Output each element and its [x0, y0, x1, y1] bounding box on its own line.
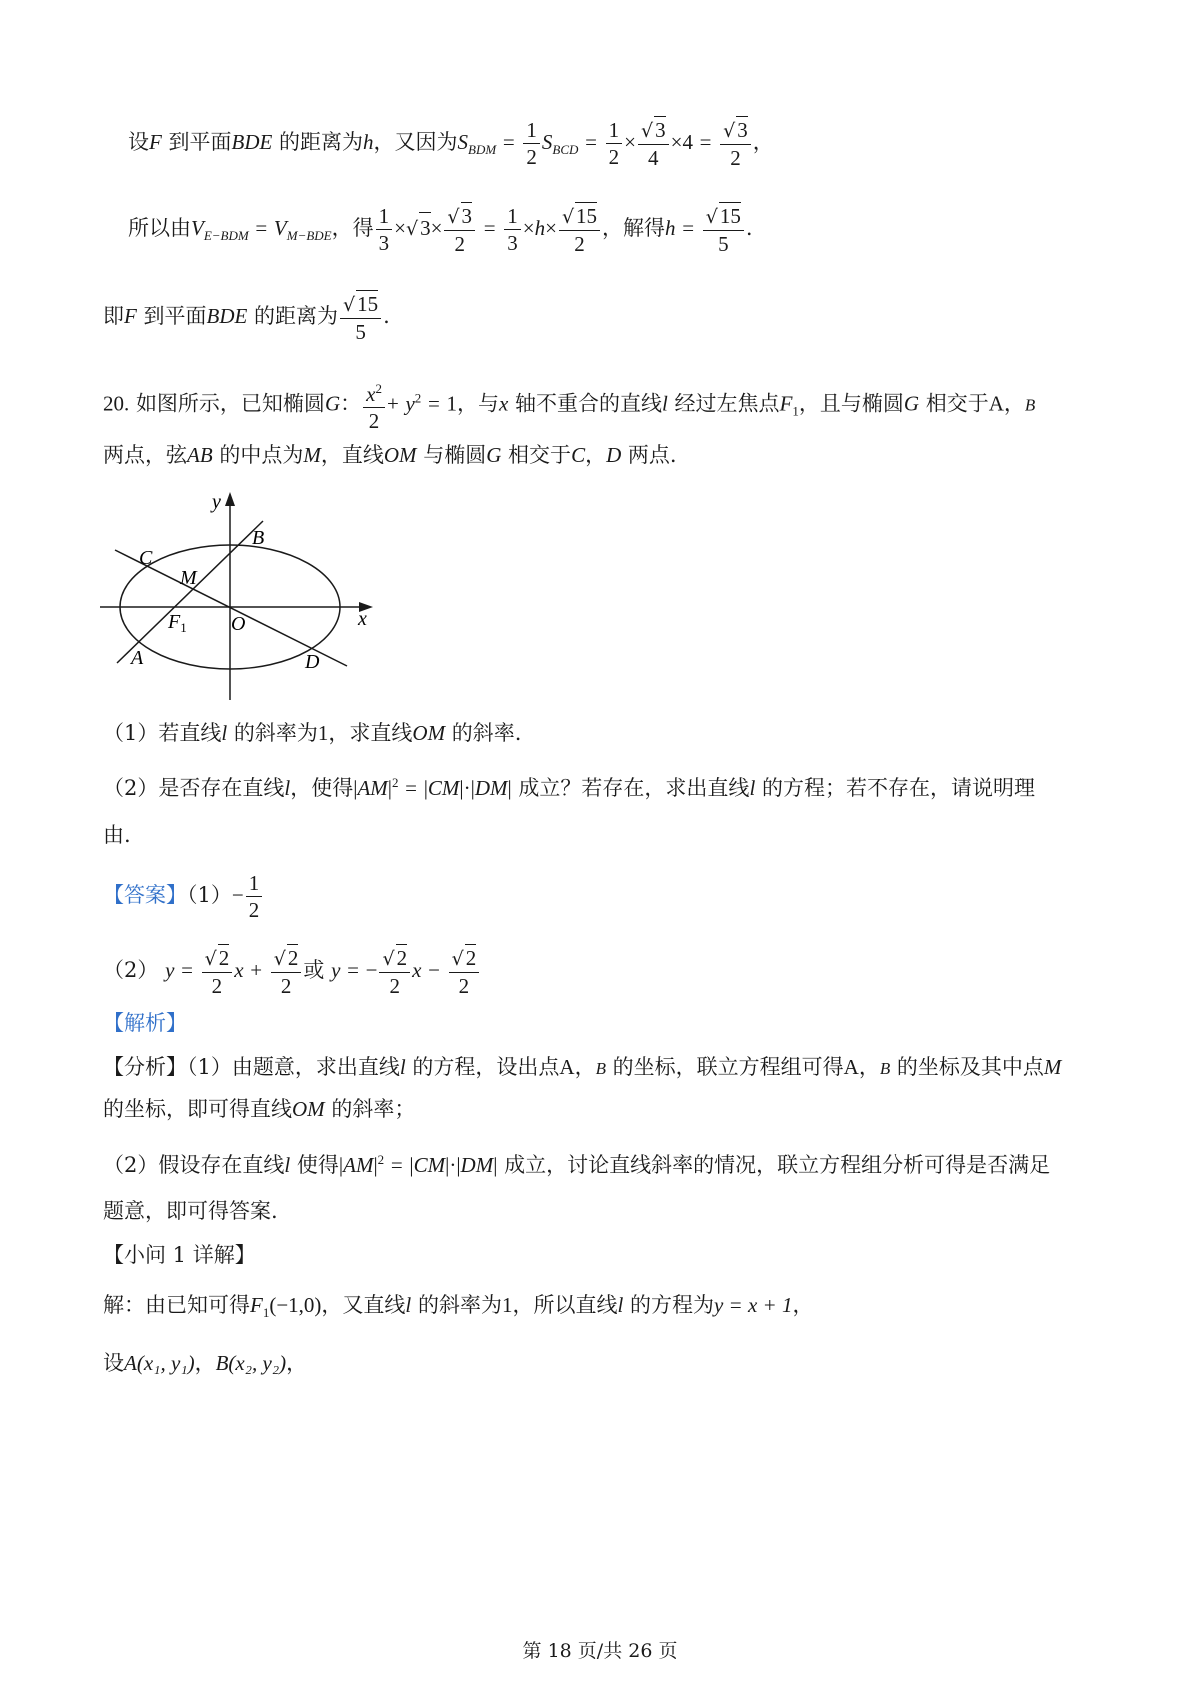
text: ，解得	[602, 216, 666, 240]
var-G: G	[903, 391, 920, 416]
minus: −	[365, 958, 378, 982]
var-V: V	[273, 216, 287, 240]
var-l: l	[617, 1293, 624, 1317]
denominator: 3	[378, 231, 390, 255]
equals: =	[347, 958, 359, 982]
question-20-stem	[103, 376, 1035, 434]
text: 的中点为	[212, 443, 304, 467]
page-footer	[0, 1636, 1200, 1663]
number: 1	[501, 1293, 513, 1317]
subscript: 1	[792, 403, 799, 419]
fraction	[202, 944, 233, 999]
text: 【解析】	[103, 1011, 187, 1035]
fraction	[444, 202, 475, 257]
text: ，与	[457, 391, 500, 416]
var-F: F	[124, 304, 137, 328]
analysis-2-cont	[103, 1196, 278, 1226]
text: ，直线	[320, 443, 384, 467]
analysis-2: （2）假设存在直线l 使得$|AM|^2 = |CM|\cdot|DM|$ 成立，讨论直线斜率的情况，联立方程组分析可得是否满足	[103, 1152, 1051, 1177]
times: ×	[545, 216, 557, 240]
coordinate: (x₂, y₂)	[228, 1351, 287, 1375]
equals: =	[255, 216, 268, 240]
text: 所以由	[128, 216, 191, 240]
var-DM: DM	[460, 1153, 494, 1177]
fraction	[376, 203, 393, 256]
fraction	[703, 202, 744, 257]
label-F: F	[168, 611, 181, 633]
sub-question-2-cont	[103, 820, 131, 850]
denominator: 2	[608, 145, 620, 169]
point-B: B	[595, 1059, 606, 1078]
fraction	[504, 203, 521, 256]
denominator: 2	[248, 898, 260, 922]
fraction	[606, 117, 623, 170]
coordinate: (−1,0)	[269, 1293, 322, 1317]
numerator: √2	[271, 944, 302, 973]
text: ，	[286, 1351, 308, 1375]
fraction	[363, 376, 385, 434]
equals: =	[390, 1153, 403, 1177]
text: ，且与椭圆	[798, 391, 904, 416]
var-l: l	[662, 391, 668, 416]
exponent: 2	[414, 390, 422, 406]
dot: ·	[449, 1153, 457, 1177]
equals: =	[405, 776, 418, 800]
var-OM: OM	[383, 443, 417, 467]
text: 【小问 1 详解】	[103, 1243, 256, 1267]
equals: =	[427, 391, 440, 416]
text: （1）若直线	[103, 721, 222, 745]
label-F-sub: 1	[180, 620, 187, 635]
fraction	[638, 116, 669, 171]
text: 设	[103, 1351, 124, 1375]
denominator: 2	[211, 974, 223, 998]
var-CM: CM	[427, 776, 460, 800]
times: ×	[430, 216, 443, 240]
equals: =	[181, 958, 193, 982]
text: .	[383, 304, 390, 328]
analysis-1	[103, 1052, 1061, 1084]
numerator: √3	[444, 202, 475, 231]
var-h: h	[363, 130, 374, 154]
denominator: 2	[730, 146, 741, 170]
subscript: E−BDM	[203, 228, 249, 244]
text: ：	[340, 391, 362, 416]
radicand: 15	[576, 204, 598, 228]
var-BDE: BDE	[231, 130, 273, 154]
text: 的斜率.	[445, 721, 522, 745]
text: 的斜率；	[324, 1097, 416, 1121]
text: 的距离为	[272, 130, 364, 154]
text: 的坐标，即可得直线	[103, 1097, 292, 1121]
minus: −	[428, 958, 440, 982]
equals: =	[502, 130, 515, 154]
label-B: B	[252, 527, 265, 549]
point-A: A	[559, 1055, 575, 1079]
text: .	[745, 216, 753, 240]
numerator: 1	[246, 870, 263, 897]
text: ，	[194, 1351, 216, 1375]
radicand: 2	[287, 946, 299, 970]
text: 相交于	[919, 391, 989, 416]
solution-line-1	[103, 1290, 813, 1328]
text: 成立，讨论直线斜率的情况，联立方程组分析可得是否满足	[497, 1153, 1051, 1177]
point-D: D	[606, 443, 622, 467]
var-S: S	[541, 130, 553, 154]
numerator: 1	[523, 117, 540, 144]
text: ，	[574, 1055, 596, 1079]
text: ，求直线	[328, 721, 413, 745]
label-x: x	[358, 608, 367, 630]
text: 经过左焦点	[667, 391, 780, 416]
denominator: 2	[389, 974, 400, 998]
text: 即	[103, 304, 124, 328]
text: 的斜率为	[411, 1293, 502, 1317]
text: 的坐标及其中点	[890, 1055, 1044, 1079]
numerator: 1	[606, 117, 623, 144]
number: 1	[317, 721, 329, 745]
text: （2）假设存在直线	[103, 1153, 285, 1177]
dot: ·	[463, 776, 471, 800]
fraction	[449, 944, 480, 999]
var-x: x	[499, 391, 509, 416]
fraction	[523, 117, 540, 170]
line-distance-result	[103, 290, 390, 345]
fraction	[246, 870, 263, 923]
var-x: x	[234, 958, 244, 982]
text: 与椭圆	[416, 443, 487, 467]
text: （2）	[103, 958, 159, 982]
subscript: 1	[262, 1305, 270, 1321]
text: 到平面	[136, 304, 207, 328]
text: 由.	[103, 823, 131, 847]
answer-2	[103, 944, 481, 999]
analysis-1-cont	[103, 1094, 415, 1124]
var-BDE: BDE	[206, 304, 248, 328]
ellipse-diagram	[95, 488, 395, 703]
text: ，	[1003, 391, 1025, 416]
denominator: 2	[454, 232, 465, 256]
numerator: √3	[720, 116, 751, 145]
var-S: S	[457, 130, 469, 154]
var-h: h	[534, 216, 546, 240]
denominator: 2	[574, 232, 585, 256]
equals: =	[483, 216, 496, 240]
text: ，又因为	[373, 130, 458, 154]
coordinate: (x₁, y₁)	[136, 1351, 195, 1375]
line-volume-equation: 所以由$V_{E-BDM} = V_{M-BDE}$，得 $\frac{1}{3}$ ×√3× $\frac{√3}{2}$ = $\frac{1}{3}$ ×h× $\frac{√15}{2}$ ，解得h = $\frac{√15}{5}$ .	[128, 204, 753, 256]
number: 1	[446, 391, 458, 416]
var-y: y	[405, 391, 415, 416]
text: 的斜率为	[227, 721, 318, 745]
text-or: 或	[303, 958, 325, 982]
var-OM: OM	[412, 721, 446, 745]
var-x: x	[412, 958, 422, 982]
equals: =	[682, 216, 695, 240]
text: ，	[585, 443, 607, 467]
subscript: M−BDE	[286, 228, 332, 244]
label-F1	[167, 611, 187, 635]
label-y: y	[212, 491, 221, 513]
text: 两点.	[621, 443, 677, 467]
answer-1	[103, 870, 264, 923]
text: ，	[858, 1055, 880, 1079]
var-F: F	[779, 391, 793, 416]
text: ，	[752, 130, 774, 154]
line-distance-setup	[128, 116, 774, 171]
equation: y = x + 1	[713, 1293, 793, 1317]
text: 如图所示，已知椭圆	[135, 391, 325, 416]
sub-question-2: （2）是否存在直线l，使得$|AM|^2 = |CM|\cdot|DM|$ 成立？若存在，求出直线l 的方程；若不存在，请说明理	[103, 775, 1035, 800]
text: ，使得	[290, 776, 354, 800]
numerator: √2	[379, 944, 410, 973]
var-x: x	[366, 382, 376, 406]
var-AM: AM	[357, 776, 388, 800]
text: （2）是否存在直线	[103, 776, 285, 800]
text: 的方程；若不存在，请说明理	[755, 776, 1035, 800]
denominator: 4	[648, 146, 659, 170]
plus: +	[250, 958, 263, 982]
numerator: √2	[449, 944, 480, 973]
numerator: √3	[638, 116, 669, 145]
text: 解：由已知可得	[103, 1293, 250, 1317]
label-D: D	[305, 651, 320, 673]
equals: =	[585, 130, 597, 154]
text: 【分析】（1）由题意，求出直线	[103, 1055, 400, 1079]
fraction	[559, 202, 600, 257]
times: ×	[522, 216, 535, 240]
page-number: 第 18 页/共 26 页	[522, 1640, 678, 1662]
radicand: 15	[719, 204, 741, 228]
numerator: √15	[559, 202, 600, 231]
radicand: 2	[465, 946, 477, 970]
var-l: l	[405, 1293, 412, 1317]
var-y: y	[331, 958, 341, 982]
text: ，	[792, 1293, 814, 1317]
text: （1）	[187, 883, 232, 907]
var-l: l	[221, 721, 228, 745]
text: 题意，即可得答案.	[103, 1199, 278, 1223]
subscript: BDM	[468, 142, 497, 158]
question-number: 20.	[103, 391, 130, 416]
times: ×	[670, 130, 683, 154]
text: ，得	[331, 216, 374, 240]
point-A: A	[124, 1351, 137, 1375]
denominator: 2	[368, 409, 380, 433]
numerator: √2	[202, 944, 233, 973]
radicand: 3	[461, 204, 473, 228]
minus: −	[231, 883, 244, 907]
point-C: C	[571, 443, 586, 467]
text: 的距离为	[247, 304, 339, 328]
text: 的方程，设出点	[405, 1055, 560, 1079]
exponent: 2	[377, 1152, 385, 1167]
label-A: A	[131, 647, 144, 669]
text: 使得	[290, 1153, 339, 1177]
point-A: A	[843, 1055, 859, 1079]
numerator: √15	[340, 290, 381, 319]
answer-label: 【答案】	[103, 883, 187, 907]
exponent: 2	[375, 381, 382, 396]
radicand: 3	[737, 118, 748, 142]
sub-question-1-detail-label	[103, 1240, 256, 1270]
label-M: M	[180, 567, 197, 589]
var-CM: CM	[413, 1153, 446, 1177]
var-h: h	[665, 216, 676, 240]
text: ，所以直线	[512, 1293, 618, 1317]
solution-line-2	[103, 1348, 307, 1378]
analysis-label	[103, 1008, 187, 1038]
var-G: G	[486, 443, 502, 467]
numerator	[363, 376, 385, 408]
denominator: 2	[280, 974, 292, 998]
var-V: V	[191, 216, 204, 240]
radicand: 2	[396, 946, 408, 970]
text: 设	[128, 130, 149, 154]
sub-question-1	[103, 718, 521, 748]
var-AB: AB	[187, 443, 213, 467]
var-OM: OM	[292, 1097, 325, 1121]
numerator: √15	[703, 202, 744, 231]
fraction	[379, 944, 410, 999]
text: ，又直线	[321, 1293, 406, 1317]
y-axis-arrow	[225, 492, 235, 506]
var-F: F	[149, 130, 162, 154]
var-l: l	[749, 776, 756, 800]
label-C: C	[139, 547, 153, 569]
denominator: 2	[526, 145, 537, 169]
question-20-stem-cont	[103, 440, 677, 470]
times: ×	[394, 216, 406, 240]
var-G: G	[324, 391, 341, 416]
var-y: y	[165, 958, 175, 982]
text: 的方程为	[623, 1293, 714, 1317]
text: 两点，弦	[103, 443, 187, 467]
var-F: F	[250, 1293, 263, 1317]
fraction	[271, 944, 302, 999]
var-M: M	[303, 443, 321, 467]
point-B: B	[1024, 395, 1036, 415]
denominator: 3	[507, 231, 518, 255]
point-A: A	[988, 391, 1004, 416]
fraction	[340, 290, 381, 345]
point-B: B	[215, 1351, 229, 1375]
times: ×	[624, 130, 636, 154]
text: 成立？若存在，求出直线	[511, 776, 750, 800]
var-l: l	[399, 1055, 406, 1079]
var-l: l	[284, 776, 291, 800]
numerator: 1	[376, 203, 393, 230]
text: 轴不重合的直线	[508, 391, 663, 416]
equals: =	[699, 130, 712, 154]
radicand: 2	[218, 946, 230, 970]
var-l: l	[284, 1153, 291, 1177]
label-O: O	[231, 613, 246, 635]
radicand: 3	[655, 118, 666, 142]
denominator: 2	[458, 974, 470, 998]
fraction	[720, 116, 751, 171]
denominator: 5	[718, 232, 729, 256]
radicand: 15	[357, 292, 379, 316]
text: 到平面	[161, 130, 232, 154]
plus: +	[386, 391, 399, 416]
radicand: 3	[419, 212, 431, 243]
denominator: 5	[355, 320, 366, 344]
point-B: B	[879, 1059, 891, 1078]
exponent: 2	[391, 775, 399, 790]
text: 的坐标，联立方程组可得	[605, 1055, 844, 1079]
text: 相交于	[501, 443, 572, 467]
var-DM: DM	[474, 776, 508, 800]
line-l	[117, 521, 263, 663]
numerator: 1	[504, 203, 521, 230]
subscript: BCD	[552, 142, 579, 158]
var-AM: AM	[343, 1153, 374, 1177]
number: 4	[682, 130, 693, 154]
var-M: M	[1043, 1055, 1062, 1079]
